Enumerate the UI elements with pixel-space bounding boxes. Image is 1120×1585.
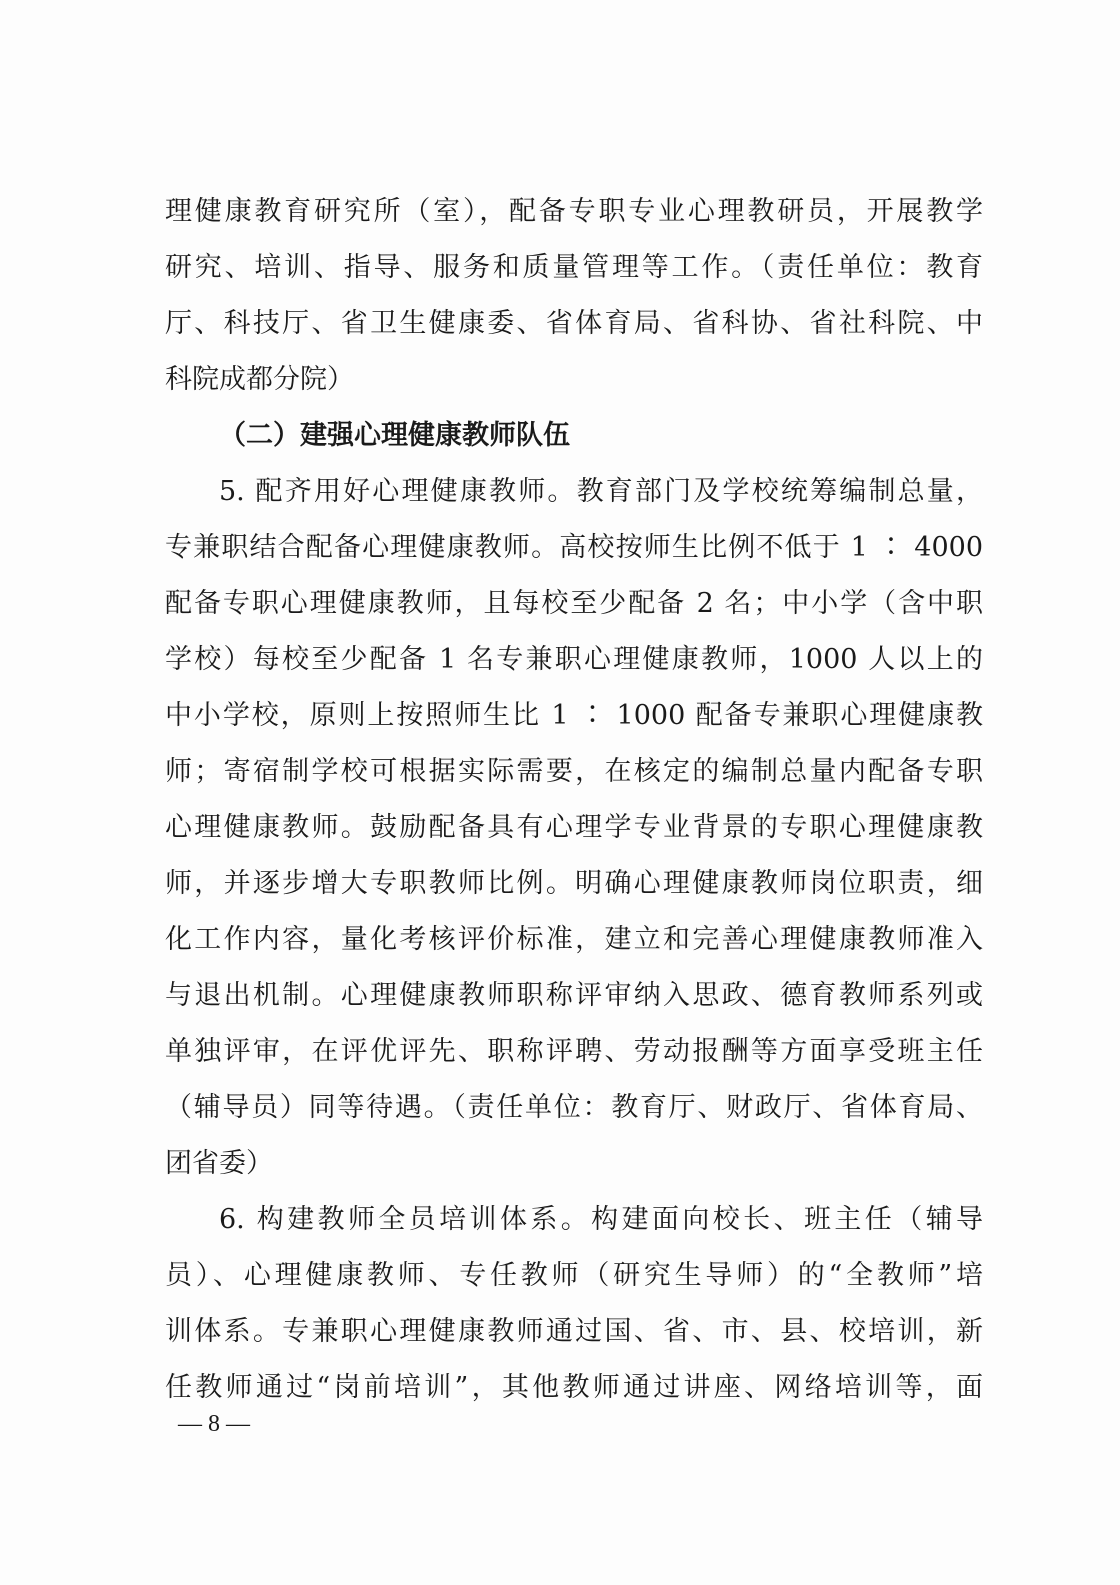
body-line: 单独评审，在评优评先、职称评聘、劳动报酬等方面享受班主任 [165, 1036, 983, 1067]
body-line: 厅、科技厅、省卫生健康委、省体育局、省科协、省社科院、中 [165, 308, 983, 339]
body-line: 任教师通过“岗前培训”，其他教师通过讲座、网络培训等，面 [165, 1372, 983, 1403]
body-line: 配备专职心理健康教师，且每校至少配备 2 名；中小学（含中职 [165, 588, 983, 619]
body-line: 团省委） [165, 1148, 273, 1179]
body-line: 与退出机制。心理健康教师职称评审纳入思政、德育教师系列或 [165, 980, 983, 1011]
body-line: 化工作内容，量化考核评价标准，建立和完善心理健康教师准入 [165, 924, 983, 955]
body-line: 研究、培训、指导、服务和质量管理等工作。（责任单位：教育 [165, 252, 983, 283]
paragraph-first-line: 5. 配齐用好心理健康教师。教育部门及学校统筹编制总量， [219, 476, 983, 507]
body-line: 师，并逐步增大专职教师比例。明确心理健康教师岗位职责，细 [165, 868, 983, 899]
body-line: 科院成都分院） [165, 364, 354, 395]
page-number: — 8 — [178, 1411, 250, 1437]
body-line: 心理健康教师。鼓励配备具有心理学专业背景的专职心理健康教 [165, 812, 983, 843]
body-line: 员）、心理健康教师、专任教师（研究生导师）的“全教师”培 [165, 1260, 983, 1291]
body-line: 中小学校，原则上按照师生比 1 ∶ 1000 配备专兼职心理健康教 [165, 700, 983, 731]
body-line: 学校）每校至少配备 1 名专兼职心理健康教师，1000 人以上的 [165, 644, 983, 675]
body-line: （辅导员）同等待遇。（责任单位：教育厅、财政厅、省体育局、 [165, 1092, 983, 1123]
body-line: 专兼职结合配备心理健康教师。高校按师生比例不低于 1 ∶ 4000 [165, 532, 983, 563]
section-heading: （二）建强心理健康教师队伍 [219, 420, 570, 451]
body-line: 理健康教育研究所（室），配备专职专业心理教研员，开展教学 [165, 196, 983, 227]
paragraph-first-line: 6. 构建教师全员培训体系。构建面向校长、班主任（辅导 [219, 1204, 983, 1235]
body-line: 师；寄宿制学校可根据实际需要，在核定的编制总量内配备专职 [165, 756, 983, 787]
body-line: 训体系。专兼职心理健康教师通过国、省、市、县、校培训，新 [165, 1316, 983, 1347]
